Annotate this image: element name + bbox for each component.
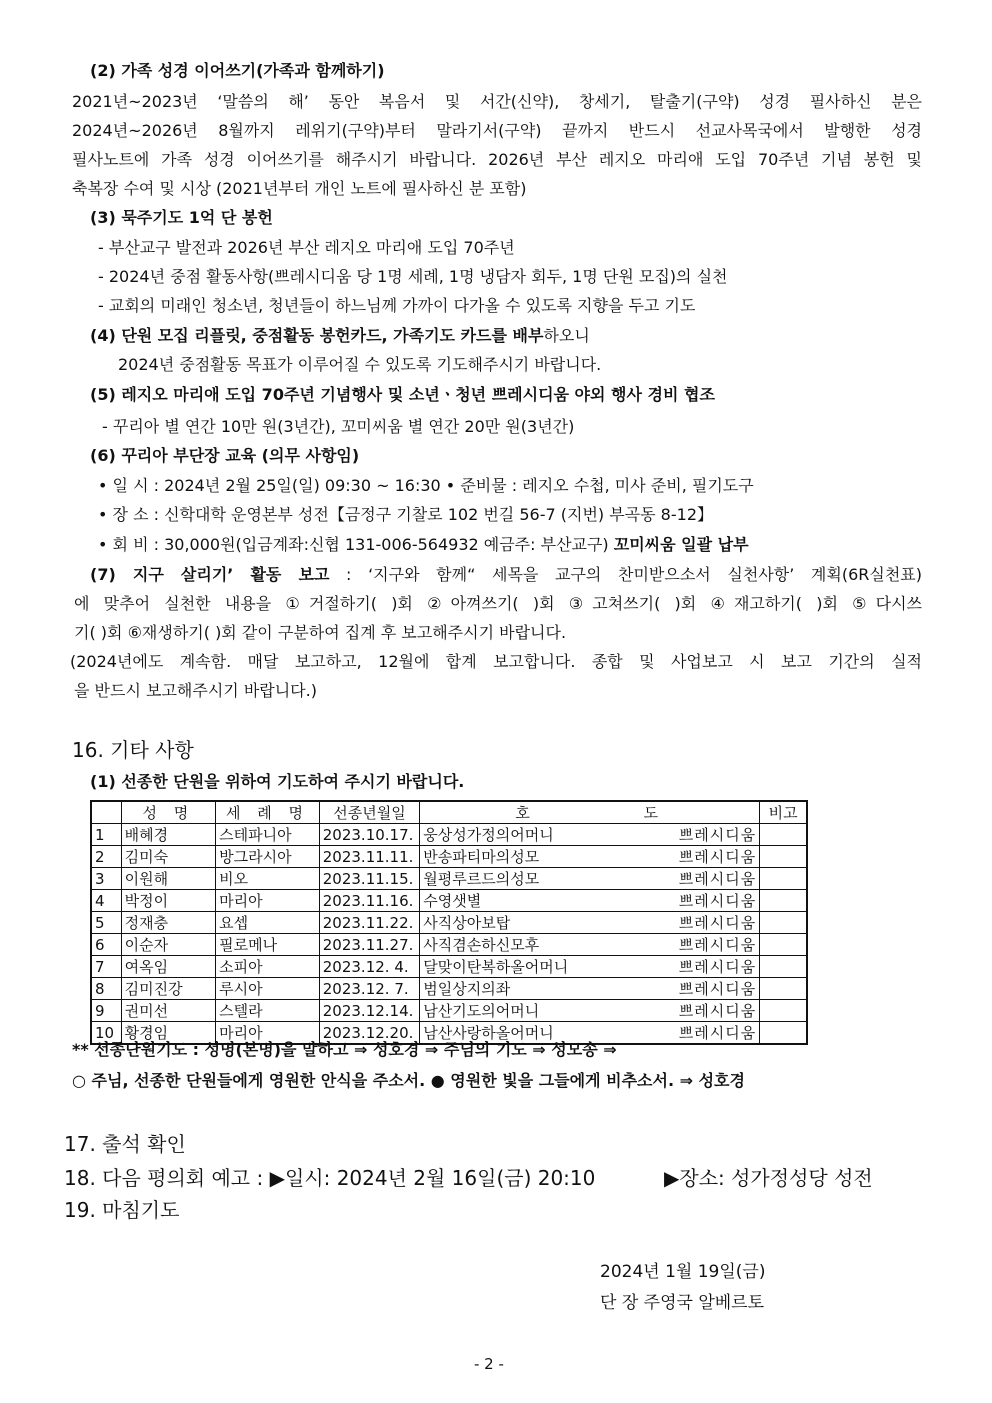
- row-number: 7: [91, 956, 121, 978]
- section-7-body: [70, 560, 922, 705]
- section-7-heading: (7) 지구 살리기’ 활동 보고: [90, 565, 330, 584]
- row-number: 5: [91, 912, 121, 934]
- section-4-heading-bold: (4) 단원 모집 리플릿, 중점활동 봉헌카드, 가족기도 카드를 배부: [90, 326, 544, 345]
- header-no: [91, 801, 121, 824]
- section-3-item: - 교회의 미래인 청소년, 청년들이 하느님께 가까이 다가올 수 있도록 지향을 두고 기도: [98, 296, 696, 315]
- presidium-suffix: 쁘레시디움: [678, 980, 757, 998]
- baptismal-name: 스테파니아: [216, 824, 320, 846]
- table-row: [91, 890, 807, 912]
- presidium-name: [420, 868, 760, 890]
- row-number: 4: [91, 890, 121, 912]
- baptismal-name: 마리아: [216, 1022, 320, 1045]
- presidium-suffix: 쁘레시디움: [678, 936, 757, 954]
- section-5-line: - 꾸리아 별 연간 10만 원(3년간), 꼬미씨움 별 연간 20만 원(3년간): [102, 417, 575, 436]
- deceased-members-table: [90, 800, 808, 1045]
- presidium-title: 월평루르드의성모: [423, 870, 540, 888]
- baptismal-name: 필로메나: [216, 934, 320, 956]
- deceased-name: 정재충: [121, 912, 216, 934]
- presidium-title: 웅상성가정의어머니: [423, 826, 554, 844]
- header-date: 선종년월일: [319, 801, 420, 824]
- section-18-label: 18. 다음 평의회 예고 :: [64, 1166, 270, 1190]
- death-date: 2023.11.15.: [319, 868, 420, 890]
- section-4-line: 2024년 중점활동 목표가 이루어질 수 있도록 기도해주시기 바랍니다.: [118, 355, 602, 374]
- page-number: - 2 -: [474, 1355, 504, 1373]
- section-4-heading: [90, 323, 590, 346]
- table-row: [91, 824, 807, 846]
- presidium-title: 사직상아보탑: [423, 914, 511, 932]
- table-row: [91, 912, 807, 934]
- section-2-line: 필사노트에 가족 성경 이어쓰기를 해주시기 바랍니다. 2026년 부산 레지오 마리애 도입 70주년 기념 봉헌 및: [72, 150, 922, 169]
- presidium-suffix: 쁘레시디움: [678, 1024, 757, 1042]
- death-date: 2023.10.17.: [319, 824, 420, 846]
- table-row: [91, 1000, 807, 1022]
- row-number: 8: [91, 978, 121, 1000]
- table-row: [91, 846, 807, 868]
- baptismal-name: 스텔라: [216, 1000, 320, 1022]
- deceased-name: 여옥임: [121, 956, 216, 978]
- death-date: 2023.11.11.: [319, 846, 420, 868]
- note-cell: [760, 1022, 807, 1045]
- header-presidium: 호 도: [420, 801, 760, 824]
- presidium-suffix: 쁘레시디움: [678, 958, 757, 976]
- signature-name: 단 장 주영국 알베르토: [600, 1293, 765, 1313]
- deceased-name: 김미진강: [121, 978, 216, 1000]
- baptismal-name: 비오: [216, 868, 320, 890]
- note-cell: [760, 956, 807, 978]
- presidium-name: [420, 846, 760, 868]
- header-baptism: 세 례 명: [216, 801, 320, 824]
- presidium-name: [420, 956, 760, 978]
- death-date: 2023.12. 4.: [319, 956, 420, 978]
- section-3-heading: (3) 묵주기도 1억 단 봉헌: [90, 208, 273, 227]
- section-2-heading: (2) 가족 성경 이어쓰기(가족과 함께하기): [90, 61, 385, 80]
- presidium-suffix: 쁘레시디움: [678, 870, 757, 888]
- baptismal-name: 방그라시아: [216, 846, 320, 868]
- row-number: 3: [91, 868, 121, 890]
- death-date: 2023.12.20.: [319, 1022, 420, 1045]
- presidium-suffix: 쁘레시디움: [678, 848, 757, 866]
- table-row: [91, 978, 807, 1000]
- section-7-line: 에 맞추어 실천한 내용을 ①거절하기( )회 ②아껴쓰기( )회 ③고쳐쓰기( )회 ④재고하기( )회 ⑤다시쓰: [74, 594, 922, 613]
- presidium-title: 남산사랑하올어머니: [423, 1024, 554, 1042]
- note-cell: [760, 978, 807, 1000]
- presidium-name: [420, 912, 760, 934]
- baptismal-name: 루시아: [216, 978, 320, 1000]
- section-2-line: 2021년~2023년 ‘말씀의 해’ 동안 복음서 및 서간(신약), 창세기, 탈출기(구약) 성경 필사하신 분은: [72, 92, 922, 111]
- presidium-suffix: 쁘레시디움: [678, 1002, 757, 1020]
- table-header-row: [91, 801, 807, 824]
- row-number: 10: [91, 1022, 121, 1045]
- deceased-name: 황경임: [121, 1022, 216, 1045]
- row-number: 1: [91, 824, 121, 846]
- table-row: [91, 934, 807, 956]
- section-6-heading: (6) 꾸리아 부단장 교육 (의무 사항임): [90, 446, 360, 465]
- deceased-name: 이원해: [121, 868, 216, 890]
- section-18-heading: [64, 1162, 595, 1191]
- death-date: 2023.11.27.: [319, 934, 420, 956]
- section-6-fee-text: • 회 비 : 30,000원(입금계좌:신협 131-006-564932 예금주: 부산교구): [98, 535, 614, 554]
- prayer-instruction: ** 선종단원기도 : 성명(본명)을 말하고 ⇒ 성호경 ⇒ 주님의 기도 ⇒ 성모송 ⇒: [72, 1040, 617, 1059]
- meeting-place: ▶장소: 성가정성당 성전: [664, 1166, 873, 1190]
- deceased-name: 박정이: [121, 890, 216, 912]
- deceased-name: 배혜경: [121, 824, 216, 846]
- note-cell: [760, 1000, 807, 1022]
- section-2-line: 축복장 수여 및 시상 (2021년부터 개인 노트에 필사하신 분 포함): [72, 179, 527, 198]
- section-16-heading: 16. 기타 사항: [72, 738, 194, 762]
- section-7-heading-tail: : ‘지구와 함께“ 세목을 교구의 찬미받으소서 실천사항’ 계획(6R실천표): [329, 565, 922, 584]
- baptismal-name: 소피아: [216, 956, 320, 978]
- deceased-name: 권미선: [121, 1000, 216, 1022]
- presidium-name: [420, 890, 760, 912]
- section-7-line: 기( )회 ⑥재생하기( )회 같이 구분하여 집계 후 보고해주시기 바랍니다.: [74, 623, 567, 642]
- presidium-title: 수영샛별: [423, 892, 482, 910]
- presidium-suffix: 쁘레시디움: [678, 914, 757, 932]
- death-date: 2023.11.16.: [319, 890, 420, 912]
- section-3-item: - 부산교구 발전과 2026년 부산 레지오 마리애 도입 70주년: [98, 238, 515, 257]
- prayer-text: ○ 주님, 선종한 단원들에게 영원한 안식을 주소서. ● 영원한 빛을 그들에게 비추소서. ⇒ 성호경: [72, 1071, 745, 1090]
- table-row: [91, 868, 807, 890]
- presidium-name: [420, 934, 760, 956]
- deceased-name: 김미숙: [121, 846, 216, 868]
- presidium-title: 달맞이탄복하올어머니: [423, 958, 569, 976]
- deceased-name: 이순자: [121, 934, 216, 956]
- note-cell: [760, 934, 807, 956]
- note-cell: [760, 868, 807, 890]
- section-4-heading-tail: 하오니: [543, 326, 590, 345]
- row-number: 2: [91, 846, 121, 868]
- section-17-heading: 17. 출석 확인: [64, 1132, 186, 1156]
- presidium-title: 범일상지의좌: [423, 980, 511, 998]
- presidium-title: 반송파티마의성모: [423, 848, 540, 866]
- presidium-title: 남산기도의어머니: [423, 1002, 540, 1020]
- death-date: 2023.12. 7.: [319, 978, 420, 1000]
- note-cell: [760, 846, 807, 868]
- table-row: [91, 956, 807, 978]
- note-cell: [760, 912, 807, 934]
- section-2-body: [72, 87, 922, 203]
- signature-date: 2024년 1월 19일(금): [600, 1262, 766, 1282]
- section-6-fee-bold: 꼬미씨움 일괄 납부: [613, 535, 749, 554]
- section-6-location: • 장 소 : 신학대학 운영본부 성전【금정구 기찰로 102 번길 56-7 (지번) 부곡동 8-12】: [98, 505, 713, 524]
- note-cell: [760, 824, 807, 846]
- presidium-name: [420, 978, 760, 1000]
- death-date: 2023.11.22.: [319, 912, 420, 934]
- presidium-name: [420, 1000, 760, 1022]
- section-7-line: (2024년에도 계속함. 매달 보고하고, 12월에 합계 보고합니다. 종합 및 사업보고 시 보고 기간의 실적: [70, 652, 922, 671]
- presidium-title: 사직겸손하신모후: [423, 936, 540, 954]
- baptismal-name: 요셉: [216, 912, 320, 934]
- header-note: 비고: [760, 801, 807, 824]
- section-3-item: - 2024년 중점 활동사항(쁘레시디움 당 1명 세례, 1명 냉담자 회두, 1명 단원 모집)의 실천: [98, 267, 728, 286]
- section-6-fee: [98, 532, 749, 555]
- section-19-heading: 19. 마침기도: [64, 1198, 180, 1222]
- section-6-schedule: • 일 시 : 2024년 2월 25일(일) 09:30 ~ 16:30 • 준비물 : 레지오 수첩, 미사 준비, 필기도구: [98, 476, 754, 495]
- presidium-suffix: 쁘레시디움: [678, 892, 757, 910]
- section-16-subheading: (1) 선종한 단원을 위하여 기도하여 주시기 바랍니다.: [90, 772, 465, 791]
- section-7-line: 을 반드시 보고해주시기 바랍니다.): [74, 681, 317, 700]
- section-7-line: [74, 560, 922, 589]
- section-2-line: 2024년~2026년 8월까지 레위기(구약)부터 말라기서(구약) 끝까지 반드시 선교사목국에서 발행한 성경: [72, 121, 922, 140]
- section-5-heading: (5) 레지오 마리애 도입 70주년 기념행사 및 소년ㆍ청년 쁘레시디움 야외 행사 경비 협조: [90, 385, 715, 404]
- row-number: 9: [91, 1000, 121, 1022]
- presidium-suffix: 쁘레시디움: [678, 826, 757, 844]
- death-date: 2023.12.14.: [319, 1000, 420, 1022]
- note-cell: [760, 890, 807, 912]
- header-name: 성 명: [121, 801, 216, 824]
- presidium-name: [420, 824, 760, 846]
- baptismal-name: 마리아: [216, 890, 320, 912]
- row-number: 6: [91, 934, 121, 956]
- meeting-date: ▶일시: 2024년 2월 16일(금) 20:10: [269, 1166, 596, 1190]
